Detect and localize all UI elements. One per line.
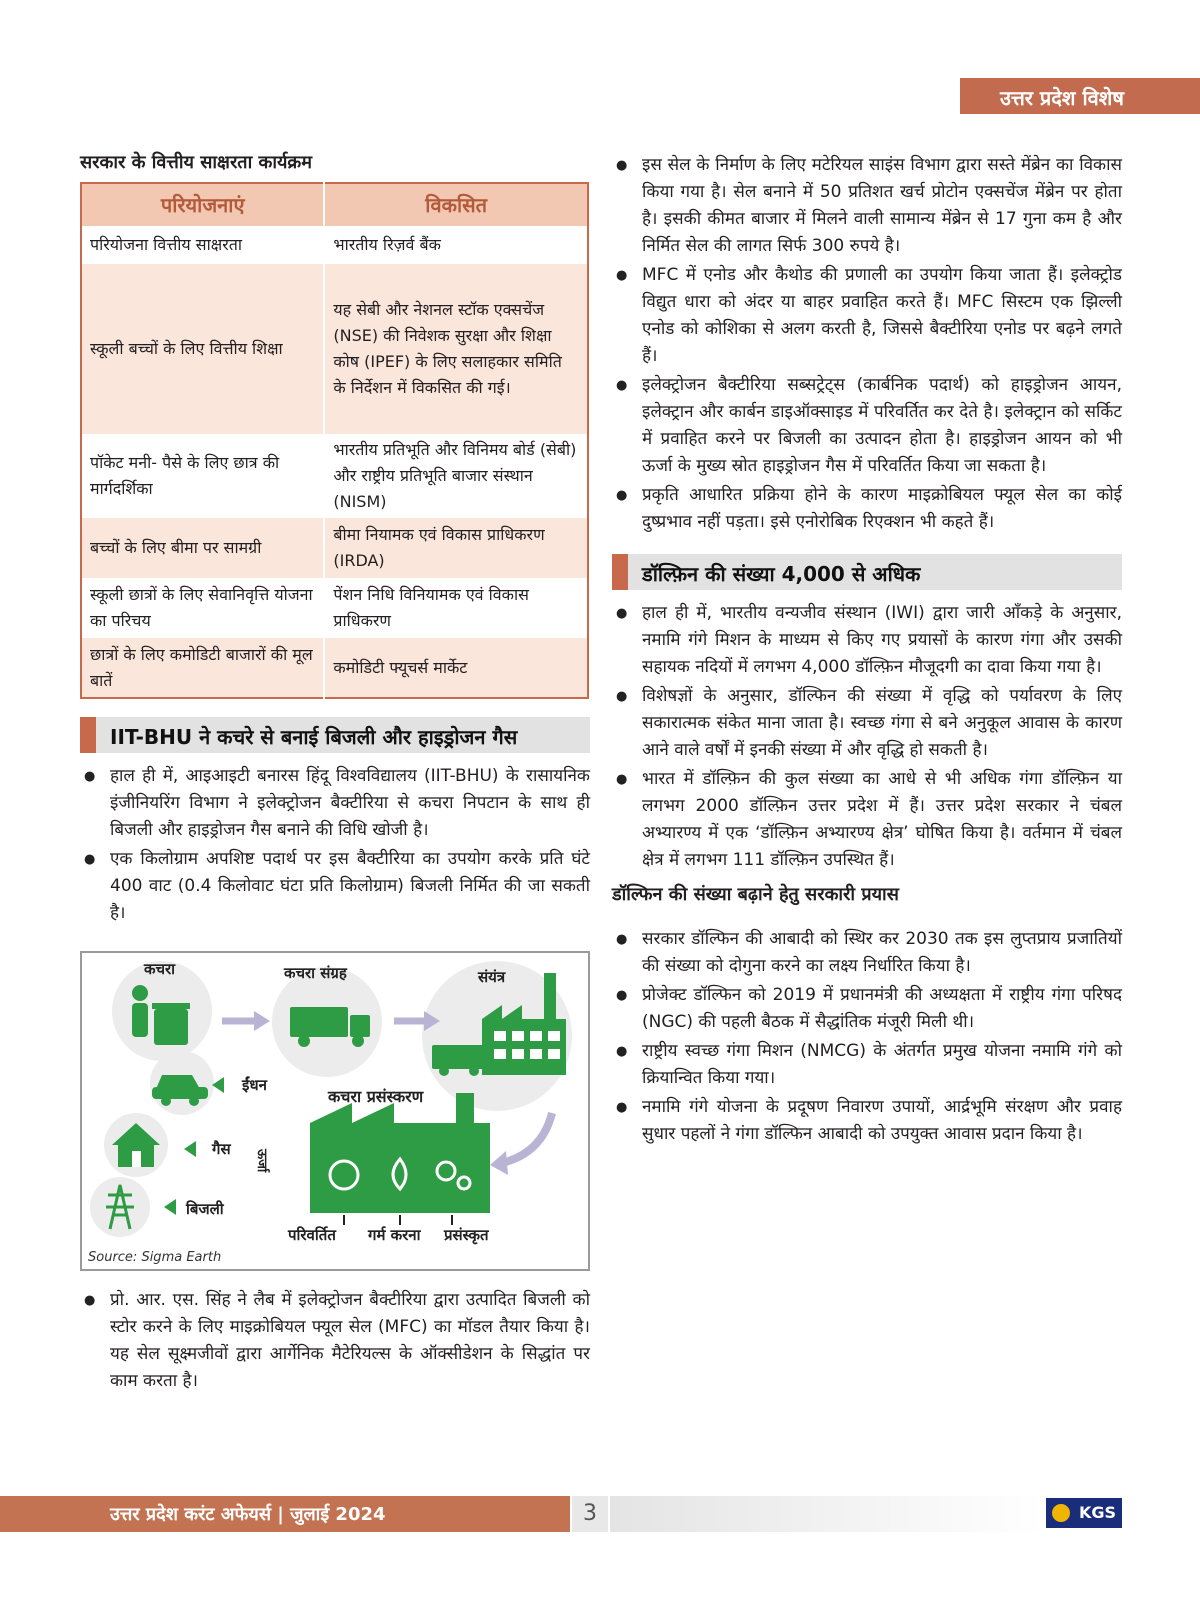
- table-cell: बीमा नियामक एवं विकास प्राधिकरण (IRDA): [324, 518, 588, 578]
- truck-icon: [290, 1007, 370, 1047]
- mfc-bullets: [612, 152, 1122, 536]
- label-processed: प्रसंस्कृत: [444, 1226, 489, 1244]
- footer-band: [0, 1496, 570, 1532]
- label-plant: संयंत्र: [478, 968, 506, 986]
- figure-graphics: [82, 953, 588, 1269]
- table-row: [81, 264, 588, 434]
- list-item: ● इस सेल के निर्माण के लिए मटेरियल साइंस विभाग द्वारा सस्ते मेंब्रेन का विकास किया गया है। सेल बनाने में 50 प्रतिशत खर्च प्रोटोन एक्सचेंज मेंब्रेन पर होता है। इसकी कीमत बाजार में मिलने वाली सामान्य मेंब्रेन से 17 गुना कम है और निर्मित सेल की लागत सिर्फ 300 रुपये है।: [612, 152, 1122, 260]
- table-cell: स्कूली बच्चों के लिए वित्तीय शिक्षा: [81, 264, 324, 434]
- list-item: ● MFC में एनोड और कैथोड की प्रणाली का उपयोग किया जाता हैं। इलेक्ट्रोड विद्युत धारा को अंदर या बाहर प्रवाहित करते हैं। MFC सिस्टम एक झिल्ली एनोड को कोशिका से अलग करती है, जिससे बैक्टीरिया एनोड पर बढ़ने लगते हैं।: [612, 262, 1122, 370]
- table-cell: यह सेबी और नेशनल स्टॉक एक्सचेंज (NSE) की निवेशक सुरक्षा और शिक्षा कोष (IPEF) के लिए सलाहकार समिति के निर्देशन में विकसित की गई।: [324, 264, 588, 434]
- factory-icon: [432, 973, 566, 1076]
- list-item: ● हाल ही में, भारतीय वन्यजीव संस्थान (IWI) द्वारा जारी आँकड़े के अनुसार, नमामि गंगे मिशन के माध्यम से किए गए प्रयासों के कारण गंगा और उसकी सहायक नदियों में लगभग 4,000 डॉल्फ़िन मौजूदगी का दावा किया गया है।: [612, 600, 1122, 681]
- right-column: [612, 152, 1122, 1150]
- table-cell: भारतीय प्रतिभूति और विनिमय बोर्ड (सेबी) और राष्ट्रीय प्रतिभूति बाजार संस्थान (NISM): [324, 434, 588, 518]
- table-row: [81, 578, 588, 638]
- label-fuel: ईंधन: [242, 1076, 267, 1094]
- figure-source: Source: Sigma Earth: [88, 1250, 222, 1265]
- table-header-projects: परियोजनाएं: [81, 183, 324, 226]
- heading-accent: [80, 717, 96, 753]
- arrow-head-icon: [424, 1011, 440, 1031]
- label-heating: गर्म करना: [368, 1226, 421, 1244]
- processing-plant-icon: [310, 1093, 490, 1213]
- list-item: ● हाल ही में, आइआइटी बनारस हिंदू विश्वविद्यालय (IIT-BHU) के रासायनिक इंजीनियरिंग विभाग ने इलेक्ट्रोजन बैक्टीरिया से कचरा निपटान के साथ ही बिजली और हाइड्रोजन गैस बनाने की विधि खोजी है।: [80, 763, 590, 844]
- label-waste: कचरा: [144, 960, 176, 978]
- table-cell: छात्रों के लिए कमोडिटी बाजारों की मूल बातें: [81, 638, 324, 698]
- table-cell: पेंशन निधि विनियामक एवं विकास प्राधिकरण: [324, 578, 588, 638]
- list-item: ● विशेषज्ञों के अनुसार, डॉल्फिन की संख्या में वृद्धि को पर्यावरण के लिए सकारात्मक संकेत माना जाता है। स्वच्छ गंगा से बने अनुकूल आवास के कारण आने वाले वर्षों में इनकी संख्या में और वृद्धि हो सकती है।: [612, 683, 1122, 764]
- label-collection: कचरा संग्रह: [284, 964, 347, 982]
- table-row: [81, 226, 588, 264]
- left-column: [80, 150, 590, 1397]
- mfc-intro-bullets: [80, 1287, 590, 1395]
- magazine-title: उत्तर प्रदेश करंट अफेयर्स | जुलाई 2024: [110, 1504, 386, 1525]
- list-item: ● प्रकृति आधारित प्रक्रिया होने के कारण माइक्रोबियल फ्यूल सेल का कोई दुष्प्रभाव नहीं पड़ता। इसे एनोरोबिक रिएक्शन भी कहते हैं।: [612, 482, 1122, 536]
- iit-bullets: [80, 763, 590, 927]
- list-item: ● प्रो. आर. एस. सिंह ने लैब में इलेक्ट्रोजन बैक्टीरिया द्वारा उत्पादित बिजली को स्टोर करने के लिए माइक्रोबियल फ्यूल सेल (MFC) का मॉडल तैयार किया है। यह सेल सूक्ष्मजीवों द्वारा आर्गेनिक मैटेरियल्स के ऑक्सीडेशन के सिद्धांत पर काम करता है।: [80, 1287, 590, 1395]
- logo-emblem-icon: [1052, 1504, 1070, 1522]
- brand-name: KGS: [1078, 1503, 1116, 1522]
- curved-arrow-icon: [502, 1113, 552, 1163]
- label-convert: परिवर्तित: [288, 1226, 336, 1244]
- financial-literacy-table: [80, 182, 589, 699]
- label-gas: गैस: [212, 1140, 231, 1158]
- table-cell: कमोडिटी फ्यूचर्स मार्केट: [324, 638, 588, 698]
- table-cell: भारतीय रिज़र्व बैंक: [324, 226, 588, 264]
- list-item: ● एक किलोग्राम अपशिष्ट पदार्थ पर इस बैक्टीरिया का उपयोग करके प्रति घंटे 400 वाट (0.4 किलोवाट घंटा प्रति किलोग्राम) बिजली निर्मित की जा सकती है।: [80, 846, 590, 927]
- footer-fade: [610, 1496, 1044, 1532]
- triangle-pointer-icon: [184, 1141, 196, 1157]
- efforts-title: डॉल्फिन की संख्या बढ़ाने हेतु सरकारी प्रयास: [612, 884, 899, 905]
- table-title: सरकार के वित्तीय साक्षरता कार्यक्रम: [80, 152, 313, 173]
- label-processing: कचरा प्रसंस्करण: [328, 1087, 424, 1106]
- kgs-logo: [1046, 1498, 1122, 1528]
- label-energy: ऊर्जा: [254, 1149, 269, 1173]
- list-item: ● इलेक्ट्रोजन बैक्टीरिया सब्सट्रेट्स (कार्बनिक पदार्थ) को हाइड्रोजन आयन, इलेक्ट्रान और कार्बन डाइऑक्साइड में परिवर्तित कर देते है। इलेक्ट्रान को सर्किट में प्रवाहित करने पर बिजली का उत्पादन होता है। हाइड्रोजन आयन को भी ऊर्जा के मुख्य स्रोत हाइड्रोजन गैस में परिवर्तित किया जा सकता है।: [612, 372, 1122, 480]
- dolphin-heading-bar: [612, 554, 1122, 590]
- section-tag: उत्तर प्रदेश विशेष: [1000, 86, 1124, 110]
- output-pointers: [344, 1215, 452, 1225]
- table-cell: पॉकेट मनी- पैसे के लिए छात्र की मार्गदर्शिका: [90, 453, 280, 498]
- list-item: ● सरकार डॉल्फिन की आबादी को स्थिर कर 2030 तक इस लुप्तप्राय प्रजातियों की संख्या को दोगुना करने का लक्ष्य निर्धारित किया है।: [612, 926, 1122, 980]
- page-number: 3: [572, 1496, 608, 1532]
- iit-bhu-heading: IIT-BHU ने कचरे से बनाई बिजली और हाइड्रोजन गैस: [110, 725, 518, 749]
- triangle-pointer-icon: [212, 1077, 224, 1093]
- table-header-developed: विकसित: [324, 183, 588, 226]
- iit-bhu-heading-bar: [80, 717, 590, 753]
- arrow-head-icon: [490, 1151, 508, 1175]
- waste-to-energy-figure: [80, 951, 590, 1271]
- label-electricity: बिजली: [186, 1200, 224, 1218]
- efforts-bullets: [612, 926, 1122, 1148]
- triangle-pointer-icon: [164, 1199, 176, 1215]
- table-cell: बच्चों के लिए बीमा पर सामग्री: [81, 518, 324, 578]
- table-cell: स्कूली छात्रों के लिए सेवानिवृत्ति योजना का परिचय: [90, 585, 313, 630]
- table-row: [81, 518, 588, 578]
- table-row: [81, 638, 588, 698]
- arrow-head-icon: [254, 1011, 270, 1031]
- section-tag-band: [960, 78, 1200, 114]
- table-cell: परियोजना वित्तीय साक्षरता: [90, 235, 243, 254]
- heading-accent: [612, 554, 628, 590]
- person-bin-icon: [132, 985, 190, 1045]
- list-item: ● प्रोजेक्ट डॉल्फिन को 2019 में प्रधानमंत्री की अध्यक्षता में राष्ट्रीय गंगा परिषद (NGC) की पहली बैठक में सैद्धांतिक मंजूरी मिली थी।: [612, 982, 1122, 1036]
- dolphin-bullets: [612, 600, 1122, 874]
- list-item: ● भारत में डॉल्फ़िन की कुल संख्या का आधे से भी अधिक गंगा डॉल्फ़िन या लगभग 2000 डॉल्फ़िन उत्तर प्रदेश में हैं। उत्तर प्रदेश सरकार ने चंबल अभ्यारण्य में एक ‘डॉल्फ़िन अभ्यारण्य क्षेत्र’ घोषित किया है। वर्तमान में चंबल क्षेत्र में लगभग 111 डॉल्फ़िन उपस्थित हैं।: [612, 766, 1122, 874]
- dolphin-heading: डॉल्फ़िन की संख्या 4,000 से अधिक: [642, 562, 921, 586]
- list-item: ● नमामि गंगे योजना के प्रदूषण निवारण उपायों, आर्द्रभूमि संरक्षण और प्रवाह सुधार पहलों ने गंगा डॉल्फिन आबादी को उपयुक्त आवास प्रदान किया है।: [612, 1094, 1122, 1148]
- list-item: ● राष्ट्रीय स्वच्छ गंगा मिशन (NMCG) के अंतर्गत प्रमुख योजना नमामि गंगे को क्रियान्वित किया गया।: [612, 1038, 1122, 1092]
- table-row: [81, 434, 588, 518]
